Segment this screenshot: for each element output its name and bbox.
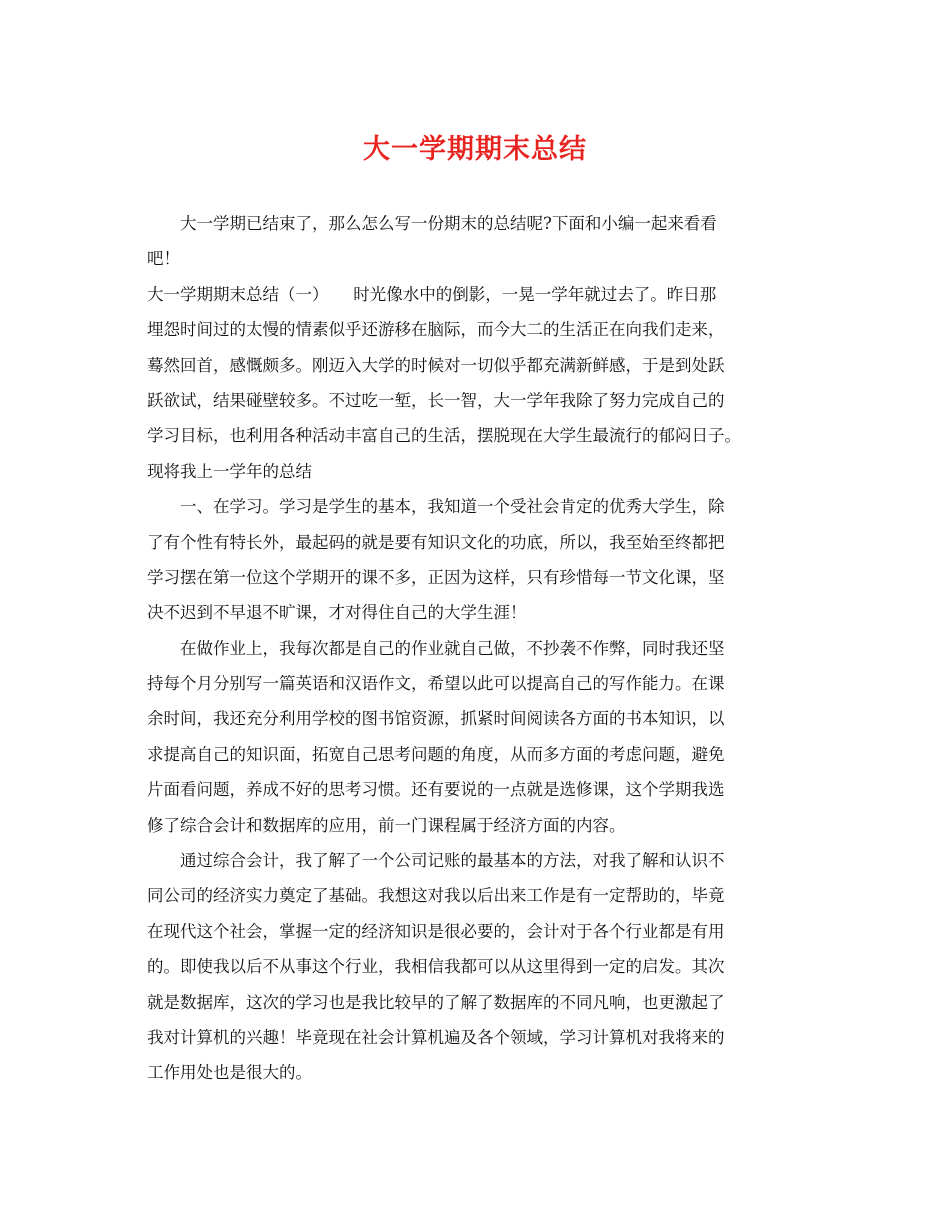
- paragraph-line: 学习摆在第一位这个学期开的课不多，正因为这样，只有珍惜每一节文化课，坚: [147, 567, 725, 587]
- paragraph-line: 了有个性有特长外，最起码的就是要有知识文化的功底，所以，我至始至终都把: [147, 532, 725, 552]
- paragraph-line: 大一学期已结束了，那么怎么写一份期末的总结呢?下面和小编一起来看看: [180, 214, 717, 233]
- paragraph-line: 修了综合会计和数据库的应用，前一门课程属于经济方面的内容。: [147, 815, 626, 835]
- paragraph-line: 同公司的经济实力奠定了基础。我想这对我以后出来工作是有一定帮助的，毕竟: [147, 886, 725, 906]
- paragraph-line: 在现代这个社会，掌握一定的经济知识是很必要的，会计对于各个行业都是有用: [147, 921, 725, 941]
- paragraph-line: 片面看问题，养成不好的思考习惯。还有要说的一点就是选修课，这个学期我选: [147, 780, 725, 800]
- paragraph-line: 余时间，我还充分利用学校的图书馆资源，抓紧时间阅读各方面的书本知识，以: [147, 709, 725, 729]
- paragraph-line: 持每个月分别写一篇英语和汉语作文，希望以此可以提高自己的写作能力。在课: [147, 674, 725, 694]
- document-body: [147, 206, 807, 1091]
- paragraph-line: 学习目标，也利用各种活动丰富自己的生活，摆脱现在大学生最流行的郁闷日子。: [147, 426, 741, 446]
- paragraph-line: 埋怨时间过的太慢的情素似乎还游移在脑际，而今大二的生活正在向我们走来，: [147, 320, 725, 340]
- paragraph-line: 工作用处也是很大的。: [147, 1063, 312, 1083]
- paragraph-line: 现将我上一学年的总结: [147, 461, 312, 481]
- paragraph-line: 大一学期期末总结（一） 时光像水中的倒影，一晃一学年就过去了。昨日那: [147, 284, 717, 304]
- paragraph-line: 的。即使我以后不从事这个行业，我相信我都可以从这里得到一定的启发。其次: [147, 957, 725, 977]
- paragraph-line: 一、在学习。学习是学生的基本，我知道一个受社会肯定的优秀大学生，除: [180, 497, 725, 517]
- paragraph-line: 吧！: [147, 249, 180, 269]
- paragraph-line: 跃欲试，结果碰壁较多。不过吃一堑，长一智，大一学年我除了努力完成自己的: [147, 390, 725, 410]
- paragraph-line: 蓦然回首，感慨颇多。刚迈入大学的时候对一切似乎都充满新鲜感，于是到处跃: [147, 355, 725, 375]
- paragraph-line: 在做作业上，我每次都是自己的作业就自己做，不抄袭不作弊，同时我还坚: [180, 638, 725, 658]
- paragraph-line: 我对计算机的兴趣！毕竟现在社会计算机遍及各个领域，学习计算机对我将来的: [147, 1027, 725, 1047]
- paragraph-line: 决不迟到不早退不旷课，才对得住自己的大学生涯！: [147, 603, 527, 623]
- paragraph-line: 就是数据库，这次的学习也是我比较早的了解了数据库的不同凡响，也更激起了: [147, 992, 725, 1012]
- paragraph-line: 通过综合会计，我了解了一个公司记账的最基本的方法，对我了解和认识不: [180, 851, 725, 871]
- paragraph-line: 求提高自己的知识面，拓宽自己思考问题的角度，从而多方面的考虑问题，避免: [147, 744, 725, 764]
- document-title: 大一学期期末总结: [363, 134, 587, 165]
